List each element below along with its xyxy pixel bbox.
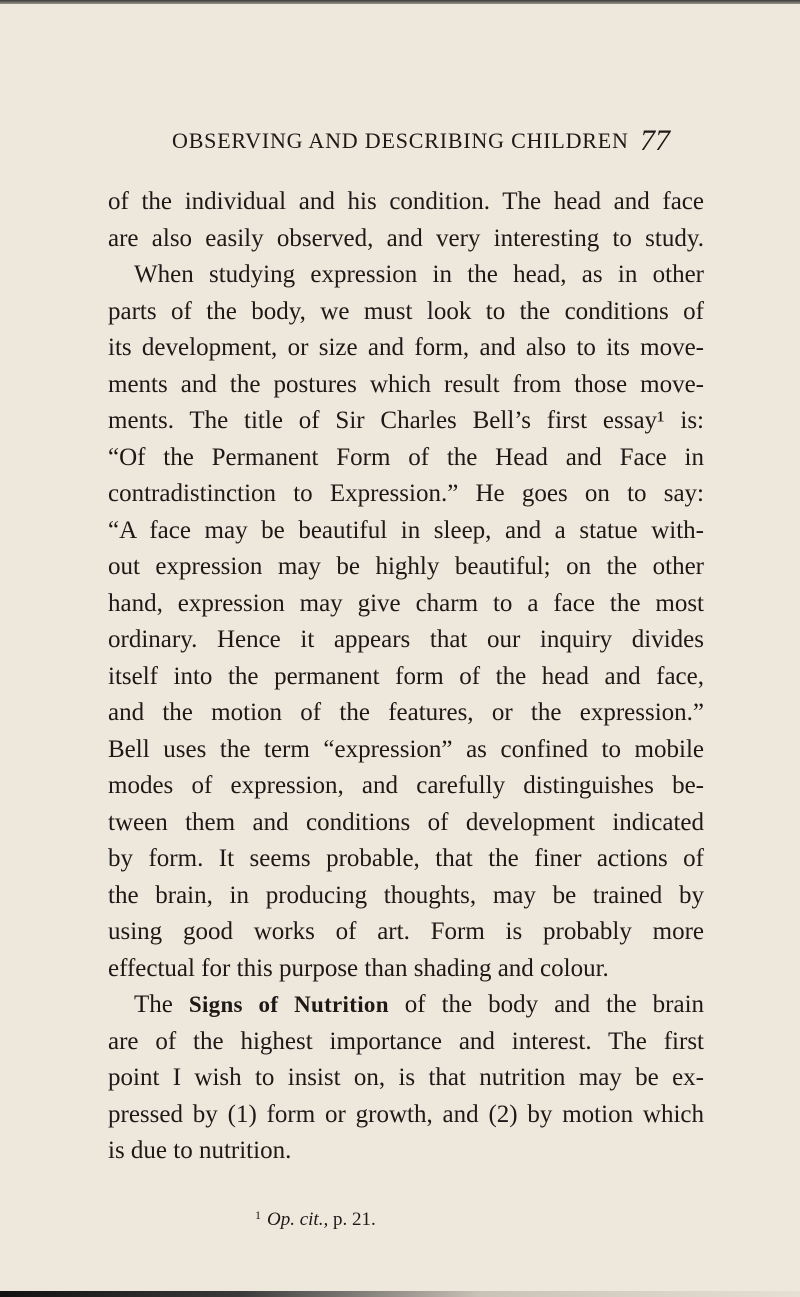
- footnote-citation: Op. cit.,: [267, 1209, 329, 1230]
- text-line: tween them and conditions of development indicated: [108, 808, 704, 836]
- text-line: Bell uses the term “expression” as confined to mobile: [108, 735, 704, 763]
- page-top-edge: [0, 0, 800, 4]
- text-line: using good works of art. Form is probably more: [108, 918, 704, 945]
- text-line: “A face may be beautiful in sleep, and a statue with-: [108, 516, 704, 544]
- page-bottom-edge: [0, 1291, 800, 1297]
- text-line: out expression may be highly beautiful; on the other: [108, 553, 704, 580]
- text-line: effectual for this purpose than shading and colour.: [108, 954, 609, 982]
- text-line: of the individual and his condition. The head and face: [108, 188, 704, 215]
- footnote-marker: 1: [255, 1208, 261, 1222]
- text-line: are also easily observed, and very interesting to study.: [108, 224, 704, 252]
- text-line: modes of expression, and carefully distinguishes be-: [108, 772, 704, 799]
- text-line: is due to nutrition.: [108, 1137, 292, 1164]
- body-text: [108, 184, 704, 1170]
- text-line: “Of the Permanent Form of the Head and Face in: [108, 443, 704, 471]
- text-line: pressed by (1) form or growth, and (2) by motion which: [108, 1100, 704, 1128]
- footnote-page-ref: p. 21.: [332, 1209, 376, 1230]
- text-line: are of the highest importance and interest. The first: [108, 1027, 704, 1055]
- page-header: [0, 124, 800, 168]
- text-line: itself into the permanent form of the head and face,: [108, 662, 704, 690]
- text-line: ments and the postures which result from those move-: [108, 370, 704, 398]
- text-line: ments. The title of Sir Charles Bell’s first essay¹ is:: [108, 407, 704, 434]
- text-line: point I wish to insist on, is that nutrition may be ex-: [108, 1064, 704, 1091]
- text-line: hand, expression may give charm to a face the most: [108, 589, 704, 617]
- text-line: When studying expression in the head, as in other: [134, 261, 704, 288]
- heading-suffix: of the body and the brain: [404, 991, 704, 1018]
- text-line: contradistinction to Expression.” He goes on to say:: [108, 480, 704, 507]
- footnote: [255, 1208, 376, 1231]
- section-heading-line: [108, 987, 704, 1024]
- running-head: OBSERVING AND DESCRIBING CHILDREN: [172, 128, 629, 153]
- section-title-signs-of-nutrition: Signs of Nutrition: [188, 992, 389, 1017]
- text-line: and the motion of the features, or the expression.”: [108, 699, 704, 726]
- heading-prefix: The: [134, 991, 173, 1018]
- text-line: its development, or size and form, and also to its move-: [108, 334, 704, 361]
- page-number: 77: [640, 124, 670, 157]
- text-line: the brain, in producing thoughts, may be trained by: [108, 881, 704, 909]
- text-line: by form. It seems probable, that the finer actions of: [108, 845, 704, 872]
- text-line: ordinary. Hence it appears that our inquiry divides: [108, 626, 704, 653]
- text-line: parts of the body, we must look to the conditions of: [108, 297, 704, 325]
